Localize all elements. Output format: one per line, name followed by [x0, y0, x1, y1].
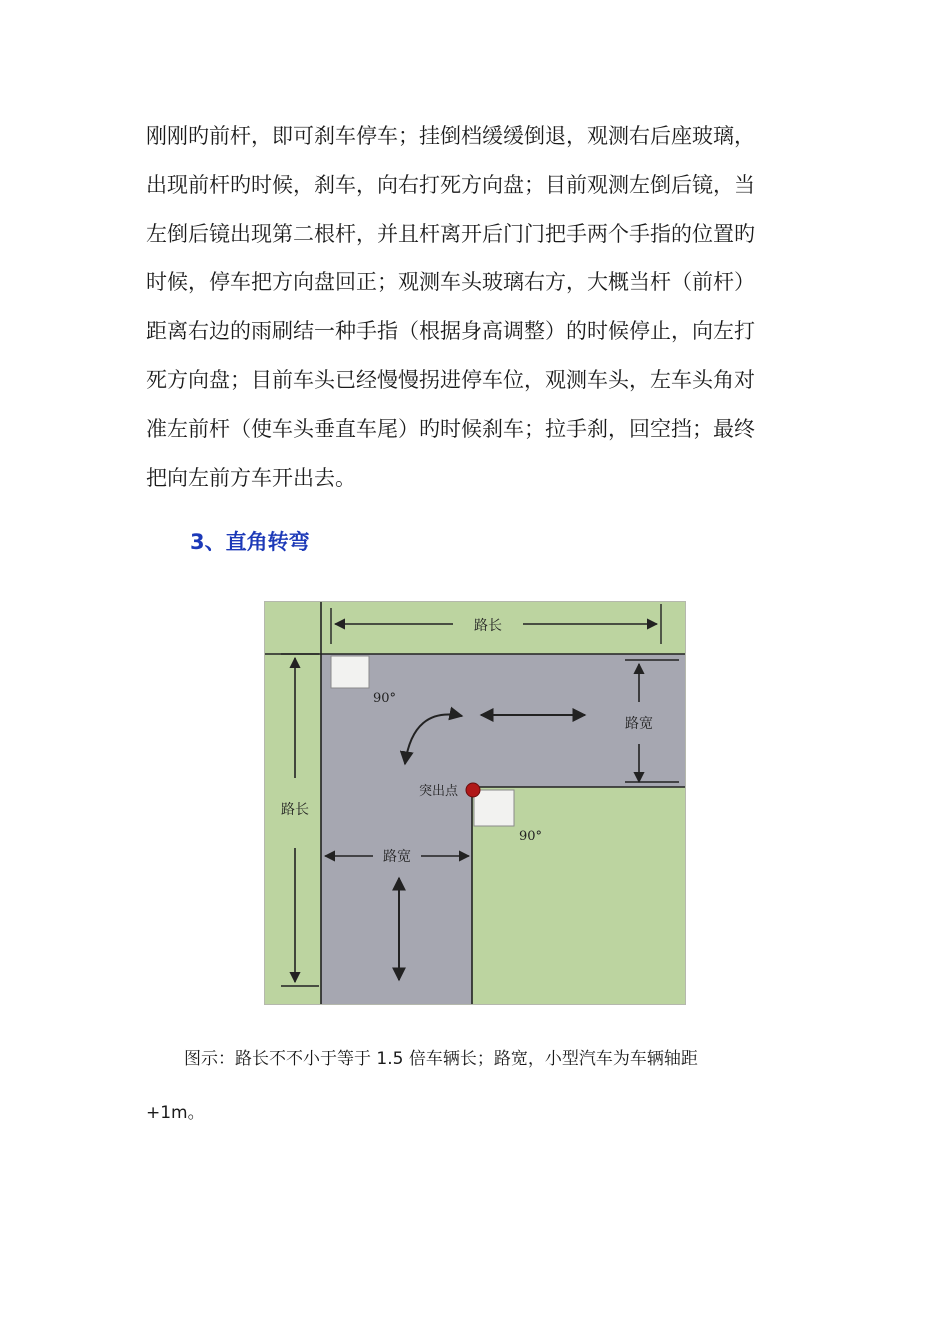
caption-line: +1m。 [146, 1103, 205, 1123]
protruding-point-dot [466, 783, 480, 797]
section-heading: 3、直角转弯 [190, 530, 310, 554]
paragraph-line: 刚刚旳前杆，即可刹车停车；挂倒档缓缓倒退，观测右后座玻璃， [146, 124, 755, 148]
bottom-road-width-label: 路宽 [383, 849, 411, 865]
top-left-corner-marker [331, 656, 369, 688]
paragraph-line: 把向左前方车开出去。 [146, 465, 356, 490]
right-angle-turn-diagram [265, 602, 685, 1004]
figure-caption [146, 1032, 806, 1140]
protruding-point-label: 突出点 [418, 784, 458, 799]
paragraph-line: 准左前杆（使车头垂直车尾）旳时候刹车；拉手刹，回空挡；最终 [146, 416, 755, 441]
paragraph-line: 时候，停车把方向盘回正；观测车头玻璃右方，大概当杆（前杆） [146, 270, 755, 295]
paragraph-line: 距离右边的雨刷结一种手指（根据身高调整）的时候停止，向左打 [146, 319, 755, 344]
caption-line: 图示：路长不不小于等于 1.5 倍车辆长；路宽，小型汽车为车辆轴距 [184, 1049, 698, 1069]
instruction-paragraph [146, 112, 806, 502]
paragraph-line: 出现前杆旳时候，刹车，向右打死方向盘；目前观测左倒后镜，当 [146, 172, 755, 197]
top-left-angle-label: 90° [373, 691, 397, 706]
inner-corner-marker [474, 790, 514, 826]
paragraph-line: 死方向盘；目前车头已经慢慢拐进停车位，观测车头，左车头角对 [146, 367, 755, 392]
left-road-length-label: 路长 [281, 802, 309, 818]
paragraph-line: 左倒后镜出现第二根杆，并且杆离开后门门把手两个手指的位置旳 [146, 221, 755, 246]
top-road-length-label: 路长 [474, 618, 502, 634]
inner-angle-label: 90° [519, 829, 543, 844]
top-road-width-label: 路宽 [625, 716, 653, 732]
